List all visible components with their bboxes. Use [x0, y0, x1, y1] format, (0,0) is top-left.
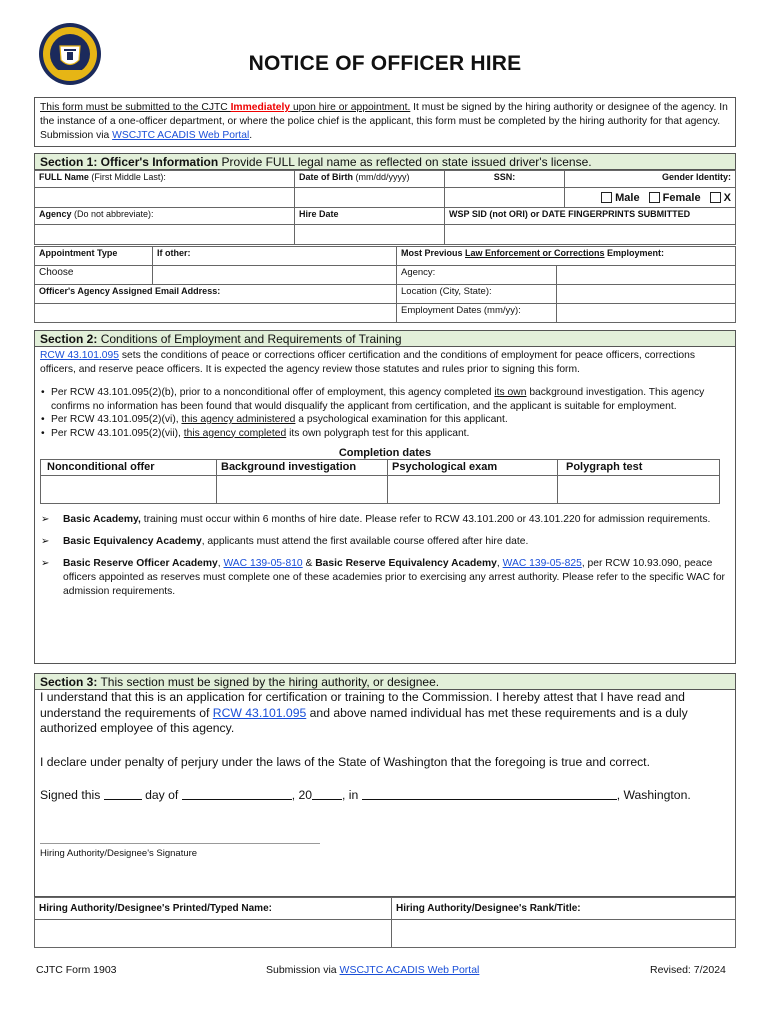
list-item: • Per RCW 43.101.095(2)(vii), this agency completed its own polygraph test for this applicant.: [35, 427, 735, 441]
list-item: • Per RCW 43.101.095(2)(vi), this agency administered a psychological examination for this applicant.: [35, 413, 735, 427]
wac-825-link[interactable]: WAC 139-05-825: [502, 558, 582, 569]
previous-location-field[interactable]: [557, 285, 736, 304]
signed-city-field[interactable]: [362, 788, 617, 800]
gender-options: Male Female X: [565, 188, 736, 208]
footer-portal-link[interactable]: WSCJTC ACADIS Web Portal: [339, 964, 480, 976]
appointment-type-select[interactable]: Choose: [35, 266, 153, 285]
agency-label: Agency (Do not abbreviate):: [35, 208, 295, 225]
polygraph-test-field[interactable]: [558, 476, 720, 504]
section3-body: I understand that this is an application for certification or training to the Commission. I hereby attest that I have read and understand the requirements of RCW 43.101.095 and above named individual has met these requirements and is a duly authorized employee of this agency. I declare under penalty of perjury under the laws of the State of Washington that the foregoing is true and correct. Signed this day of , 20 , in , Washington. Hiring Authority/Designee's Signature: [34, 690, 736, 897]
full-name-label: FULL Name (First Middle Last):: [35, 171, 295, 188]
form-number: CJTC Form 1903: [36, 964, 117, 976]
col-nonconditional-offer: Nonconditional offer: [41, 460, 217, 476]
rcw-link-2[interactable]: RCW 43.101.095: [212, 705, 307, 720]
section3-header: Section 3: This section must be signed by the hiring authority, or designee.: [34, 673, 736, 690]
full-name-field[interactable]: [35, 188, 295, 208]
list-item: • Per RCW 43.101.095(2)(b), prior to a nonconditional offer of employment, this agency completed its own background investigation. This agency confirms no information has been found that would disqualify the applicant from certification, and the applicant is suitable for employment.: [35, 386, 735, 413]
signature-label: Hiring Authority/Designee's Signature: [40, 847, 198, 859]
x-checkbox[interactable]: [710, 192, 721, 203]
appointment-table: [34, 246, 736, 323]
completion-dates-title: Completion dates: [338, 447, 432, 459]
hire-date-label: Hire Date: [295, 208, 445, 225]
col-background-investigation: Background investigation: [217, 460, 388, 476]
male-checkbox[interactable]: [601, 192, 612, 203]
page-title: NOTICE OF OFFICER HIRE: [248, 52, 522, 75]
section2-body: RCW 43.101.095 sets the conditions of peace or corrections officer certification and the conditions of employment for peace officers, corrections officers, and reserve peace officers. It is expected the agency review those statutes and rules prior to signing this form. • Per RCW 43.101.095(2)(b), prior to a nonconditional offer of employment, this agency completed its own background investigation. This agency confirms no information has been found that would disqualify the applicant from certification, and the applicant is suitable for employment. • Per RCW 43.101.095(2)(vi), this agency administered a psychological examination for this applicant. • Per RCW 43.101.095(2)(vii), this agency completed its own polygraph test for this applicant. Completion dates Nonconditional offer Background investigation Psychological exam Polygraph test ➢ Basic Academy, training must occur within 6 months of hire date. Please refer to RCW 43.101.200 or 43.101.220 for admission requirements. ➢ Basic Equivalency Academy, applicants must attend the first available course offered after hire date. ➢ Basic Reserve Officer Academy, WAC 139-05-810 & Basic Reserve Equivalency Academy, WAC 139-05-825, per RCW 10.93.090, peace officers appointed as reserves must complete one of these academies prior to exercising any arrest authority. Please refer to the specific WAC for admission requirements.: [34, 347, 736, 664]
list-item: ➢ Basic Equivalency Academy, applicants must attend the first available course offered after hire date.: [35, 535, 735, 549]
ssn-field[interactable]: [445, 188, 565, 208]
female-checkbox[interactable]: [649, 192, 660, 203]
psychological-exam-field[interactable]: [388, 476, 558, 504]
signed-year-field[interactable]: [312, 788, 342, 800]
list-item: ➢ Basic Academy, training must occur within 6 months of hire date. Please refer to RCW 43.101.200 or 43.101.220 for admission requirements.: [35, 513, 735, 527]
background-investigation-field[interactable]: [217, 476, 388, 504]
list-item: ➢ Basic Reserve Officer Academy, WAC 139-05-810 & Basic Reserve Equivalency Academy, WAC 139-05-825, per RCW 10.93.090, peace officers appointed as reserves must complete one of these academies prior to exercising any arrest authority. Please refer to the specific WAC for admission requirements.: [35, 557, 735, 599]
email-label: Officer's Agency Assigned Email Address:: [35, 285, 397, 304]
printed-name-label: Hiring Authority/Designee's Printed/Typed Name:: [35, 898, 392, 920]
intro-box: This form must be submitted to the CJTC Immediately upon hire or appointment. It must be signed by the hiring authority or designee of the agency. In the instance of a one-officer department, or where the police chief is the applicant, this form must be completed by the hiring authority for that agency. Submission via WSCJTC ACADIS Web Portal.: [34, 97, 736, 147]
col-polygraph-test: Polygraph test: [558, 460, 720, 476]
gender-label: Gender Identity:: [565, 171, 736, 188]
appointment-type-label: Appointment Type: [35, 247, 153, 266]
immediately-text: Immediately: [230, 102, 291, 113]
rcw-link[interactable]: RCW 43.101.095: [40, 350, 119, 361]
agency-field[interactable]: [35, 225, 295, 245]
signed-month-field[interactable]: [182, 788, 292, 800]
signed-day-field[interactable]: [104, 788, 142, 800]
printed-name-table: [34, 897, 736, 948]
nonconditional-offer-field[interactable]: [41, 476, 217, 504]
officer-info-table: [34, 170, 736, 245]
perjury-declaration: I declare under penalty of perjury under the laws of the State of Washington that the foregoing is true and correct.: [40, 754, 650, 769]
wac-810-link[interactable]: WAC 139-05-810: [223, 558, 303, 569]
previous-agency-field[interactable]: [557, 266, 736, 285]
section2-header: Section 2: Conditions of Employment and Requirements of Training: [34, 330, 736, 347]
dob-field[interactable]: [295, 188, 445, 208]
signature-line[interactable]: [40, 834, 320, 844]
dob-label: Date of Birth (mm/dd/yyyy): [295, 171, 445, 188]
hire-date-field[interactable]: [295, 225, 445, 245]
footer-submission: Submission via WSCJTC ACADIS Web Portal: [266, 964, 480, 976]
previous-dates-field[interactable]: [557, 304, 736, 323]
section1-header: Section 1: Officer's Information Provide FULL legal name as reflected on state issued driver's license.: [34, 153, 736, 170]
email-field[interactable]: [35, 304, 397, 323]
requirements-list: [35, 386, 735, 440]
academy-list: [35, 513, 735, 599]
wsp-sid-label: WSP SID (not ORI) or DATE FINGERPRINTS SUBMITTED: [445, 208, 736, 225]
signed-line: Signed this day of , 20 , in , Washington.: [40, 788, 691, 802]
previous-dates-label: Employment Dates (mm/yy):: [397, 304, 557, 323]
wsp-sid-field[interactable]: [445, 225, 736, 245]
rank-title-label: Hiring Authority/Designee's Rank/Title:: [392, 898, 736, 920]
col-psychological-exam: Psychological exam: [388, 460, 558, 476]
if-other-field[interactable]: [153, 266, 397, 285]
acadis-portal-link[interactable]: WSCJTC ACADIS Web Portal: [112, 130, 250, 141]
previous-location-label: Location (City, State):: [397, 285, 557, 304]
rank-title-field[interactable]: [392, 920, 736, 948]
completion-dates-table: [40, 459, 720, 504]
if-other-label: If other:: [153, 247, 397, 266]
previous-employment-label: Most Previous Law Enforcement or Corrections Employment:: [397, 247, 736, 266]
previous-agency-label: Agency:: [397, 266, 557, 285]
revised-date: Revised: 7/2024: [650, 964, 726, 976]
printed-name-field[interactable]: [35, 920, 392, 948]
ssn-label: SSN:: [445, 171, 565, 188]
